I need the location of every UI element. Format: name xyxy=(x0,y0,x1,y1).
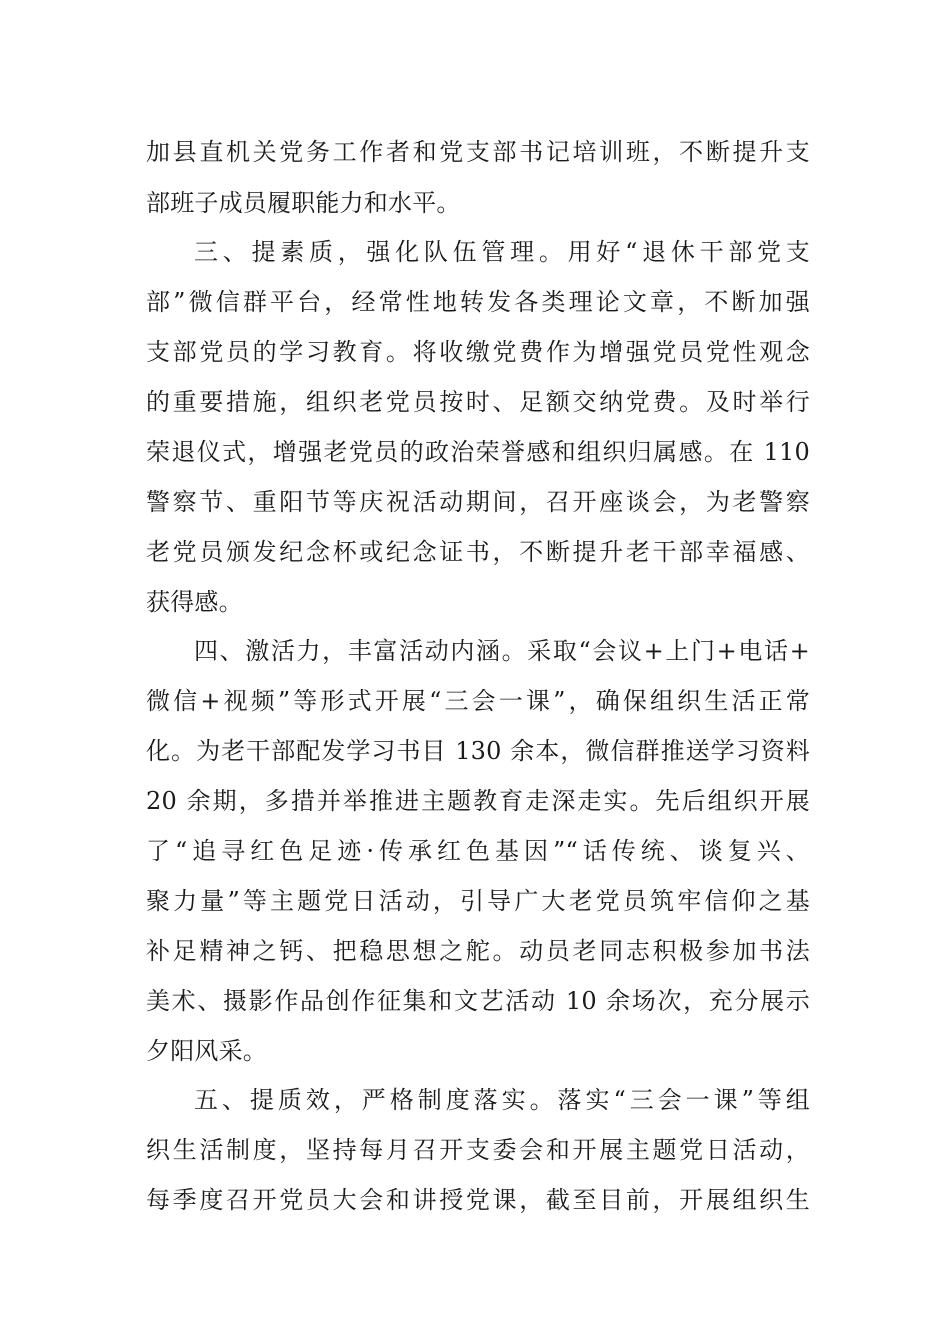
text-line: 部班子成员履职能力和水平。 xyxy=(146,189,461,217)
text-line: 荣退仪式，增强老党员的政治荣誉感和组织归属感。在 110 xyxy=(146,438,810,466)
text-line: 补足精神之钙、把稳思想之舵。动员老同志积极参加书法 xyxy=(146,937,810,965)
text-line: 了“追寻红色足迹·传承红色基因”“话传统、谈复兴、 xyxy=(146,837,810,865)
text-line: 夕阳风采。 xyxy=(146,1037,267,1065)
paragraph-5-start: 五、提质效，严格制度落实。落实“三会一课”等组 xyxy=(194,1086,810,1114)
text-line: 美术、摄影作品创作征集和文艺活动 10 余场次，充分展示 xyxy=(146,987,810,1015)
text-line: 微信+视频”等形式开展“三会一课”，确保组织生活正常 xyxy=(146,687,810,715)
text-line: 支部党员的学习教育。将收缴党费作为增强党员党性观念 xyxy=(146,338,810,366)
text-line: 聚力量”等主题党日活动，引导广大老党员筑牢信仰之基 xyxy=(146,887,810,915)
text-line: 加县直机关党务工作者和党支部书记培训班，不断提升支 xyxy=(146,138,810,166)
paragraph-4-start: 四、激活力，丰富活动内涵。采取“会议+上门+电话+ xyxy=(194,637,810,665)
text-line: 的重要措施，组织老党员按时、足额交纳党费。及时举行 xyxy=(146,388,810,416)
text-line: 化。为老干部配发学习书目 130 余本，微信群推送学习资料 xyxy=(146,737,810,765)
text-line: 老党员颁发纪念杯或纪念证书，不断提升老干部幸福感、 xyxy=(146,538,810,566)
text-line: 部”微信群平台，经常性地转发各类理论文章，不断加强 xyxy=(146,288,810,316)
text-line: 每季度召开党员大会和讲授党课，截至目前，开展组织生 xyxy=(146,1186,810,1214)
text-line: 警察节、重阳节等庆祝活动期间，召开座谈会，为老警察 xyxy=(146,488,810,516)
text-line: 织生活制度，坚持每月召开支委会和开展主题党日活动， xyxy=(146,1136,810,1164)
paragraph-3-start: 三、提素质，强化队伍管理。用好“退休干部党支 xyxy=(194,238,810,266)
text-line: 获得感。 xyxy=(146,588,243,616)
text-line: 20 余期，多措并举推进主题教育走深走实。先后组织开展 xyxy=(146,787,810,815)
